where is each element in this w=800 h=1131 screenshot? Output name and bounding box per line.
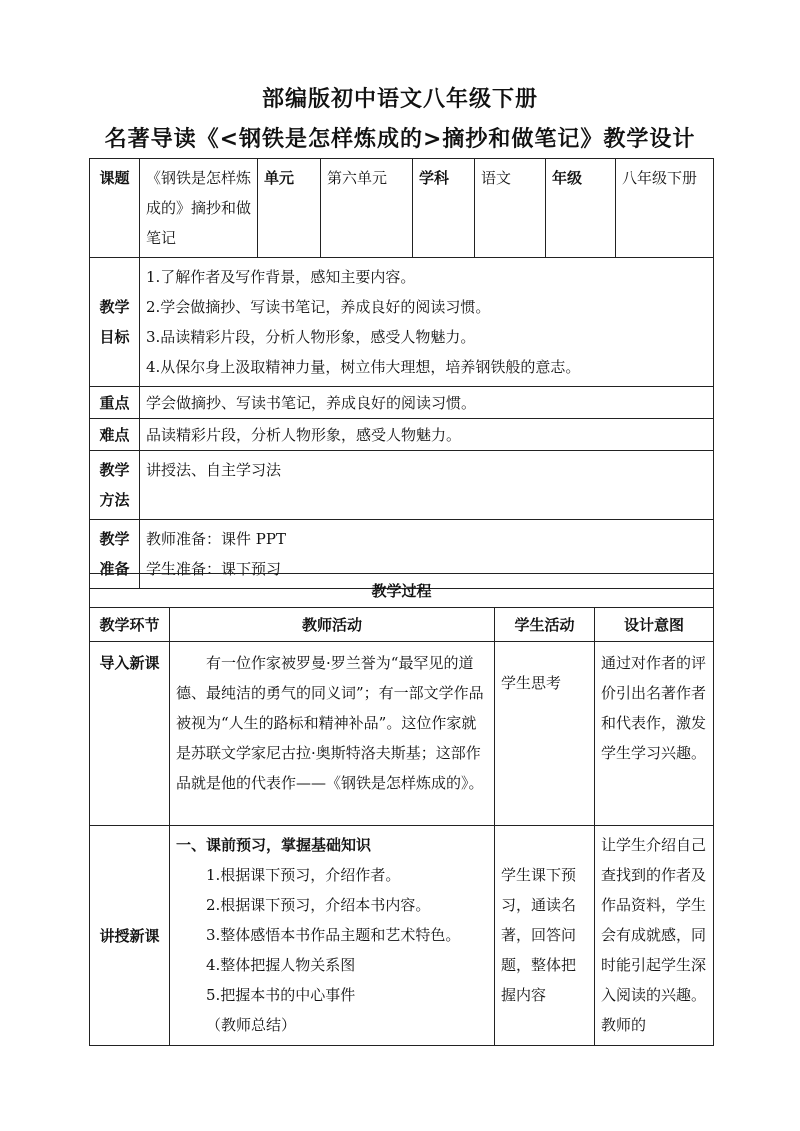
goal-item: 4.从保尔身上汲取精神力量，树立伟大理想，培养钢铁般的意志。: [146, 358, 581, 376]
difficulty-value: 品读精彩片段，分析人物形象，感受人物魅力。: [140, 419, 714, 451]
intro-design-intent: 通过对作者的评价引出名著作者和代表作，激发学生学习兴趣。: [595, 642, 714, 826]
method-value: 讲授法、自主学习法: [140, 451, 714, 520]
goals-label-line1: 教学: [99, 298, 130, 316]
goal-item: 1.了解作者及写作背景，感知主要内容。: [146, 268, 416, 286]
new-lesson-item: 1.根据课下预习，介绍作者。: [206, 866, 401, 884]
new-lesson-item: 5.把握本书的中心事件: [206, 986, 356, 1004]
intro-student-activity: 学生思考: [495, 642, 595, 826]
goals-list: [140, 258, 714, 387]
unit-label: 单元: [258, 159, 321, 258]
new-student-activity: 学生课下预习，通读名著，回答问题，整体把握内容: [495, 826, 595, 1046]
stage-new-lesson: 讲授新课: [90, 826, 170, 1046]
goals-label-line2: 目标: [99, 328, 130, 346]
goals-label: [90, 258, 140, 387]
grade-value: 八年级下册: [616, 159, 714, 258]
col-header-intent: 设计意图: [595, 608, 714, 642]
subject-value: 语文: [475, 159, 546, 258]
subject-label: 学科: [413, 159, 475, 258]
goal-item: 3.品读精彩片段，分析人物形象，感受人物魅力。: [146, 328, 476, 346]
method-label-line1: 教学: [99, 461, 130, 479]
col-header-stage: 教学环节: [90, 608, 170, 642]
col-header-teacher: 教师活动: [170, 608, 495, 642]
method-label-line2: 方法: [99, 491, 130, 509]
method-label: [90, 451, 140, 520]
unit-value: 第六单元: [321, 159, 413, 258]
new-lesson-item: 4.整体把握人物关系图: [206, 956, 356, 974]
prep-teacher: 教师准备：课件 PPT: [146, 530, 286, 548]
goal-item: 2.学会做摘抄、写读书笔记，养成良好的阅读习惯。: [146, 298, 491, 316]
new-design-intent: 让学生介绍自己查找到的作者及作品资料，学生会有成就感，同时能引起学生深入阅读的兴趣。教师的: [595, 826, 714, 1046]
key-point-value: 学会做摘抄、写读书笔记，养成良好的阅读习惯。: [140, 387, 714, 419]
prep-student: 学生准备：课下预习: [146, 560, 282, 578]
document-title: 部编版初中语文八年级下册: [261, 87, 538, 112]
course-info-table: [89, 158, 714, 589]
new-teacher-activity: [170, 826, 495, 1046]
new-lesson-item: 2.根据课下预习，介绍本书内容。: [206, 896, 431, 914]
col-header-student: 学生活动: [495, 608, 595, 642]
prep-label-line1: 教学: [99, 530, 130, 548]
stage-intro: 导入新课: [90, 642, 170, 826]
topic-label: 课题: [90, 159, 140, 258]
grade-label: 年级: [546, 159, 616, 258]
topic-value: 《钢铁是怎样炼成的》摘抄和做笔记: [140, 159, 258, 258]
teaching-process-table: [89, 573, 714, 1046]
new-lesson-item: （教师总结）: [206, 1016, 297, 1034]
prep-label-line2: 准备: [99, 560, 130, 578]
new-lesson-item: 3.整体感悟本书作品主题和艺术特色。: [206, 926, 461, 944]
intro-teacher-activity: 有一位作家被罗曼·罗兰誉为“最罕见的道德、最纯洁的勇气的同义词”；有一部文学作品被视为“人生的路标和精神补品”。这位作家就是苏联文学家尼古拉·奥斯特洛夫斯基；这部作品就是他的代表作——《钢铁是怎样炼成的》。: [170, 642, 495, 826]
key-point-label: 重点: [90, 387, 140, 419]
new-lesson-heading: 一、课前预习，掌握基础知识: [176, 836, 372, 854]
difficulty-label: 难点: [90, 419, 140, 451]
document-subtitle: 名著导读《<钢铁是怎样炼成的>摘抄和做笔记》教学设计: [104, 127, 696, 152]
process-section-title: 教学过程: [90, 574, 714, 608]
